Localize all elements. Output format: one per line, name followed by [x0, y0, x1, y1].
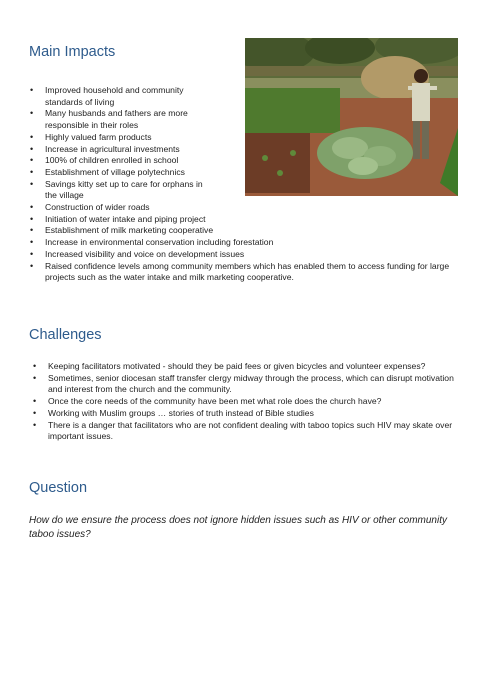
list-item: • Construction of wider roads	[30, 202, 450, 214]
list-item: • Establishment of village polytechnics	[30, 167, 215, 179]
list-item: • Working with Muslim groups … stories of truth instead of Bible studies	[33, 408, 458, 420]
list-item: • Improved household and community standards of living	[30, 85, 215, 108]
list-item: • Keeping facilitators motivated - should they be paid fees or given bicycles and volunteer expenses?	[33, 361, 458, 373]
list-item: • Highly valued farm products	[30, 132, 215, 144]
list-item: • Sometimes, senior diocesan staff transfer clergy midway through the process, which can disrupt motivation and interest from the church and the community.	[33, 373, 458, 396]
list-item: • Savings kitty set up to care for orphans in the village	[30, 179, 215, 202]
list-item: • Once the core needs of the community have been met what role does the church have?	[33, 396, 458, 408]
question-heading: Question	[29, 480, 88, 496]
main-impacts-list	[30, 85, 450, 284]
list-item: • Raised confidence levels among community members which has enabled them to access funding for large projects such as the water intake and milk marketing cooperative.	[30, 261, 450, 284]
list-item: • Initiation of water intake and piping project	[30, 214, 450, 226]
list-item: • Increase in environmental conservation including forestation	[30, 237, 450, 249]
challenges-list	[33, 361, 458, 443]
main-impacts-heading: Main Impacts	[29, 44, 116, 60]
list-item: • 100% of children enrolled in school	[30, 155, 215, 167]
challenges-heading: Challenges	[29, 327, 102, 343]
list-item: • Establishment of milk marketing cooperative	[30, 225, 450, 237]
question-text: How do we ensure the process does not ignore hidden issues such as HIV or other community taboo issues?	[29, 515, 447, 540]
list-item: • Increase in agricultural investments	[30, 144, 215, 156]
list-item: • Increased visibility and voice on development issues	[30, 249, 450, 261]
list-item: • There is a danger that facilitators who are not confident dealing with taboo topics such HIV may skate over important issues.	[33, 420, 458, 443]
list-item: • Many husbands and fathers are more responsible in their roles	[30, 108, 215, 131]
